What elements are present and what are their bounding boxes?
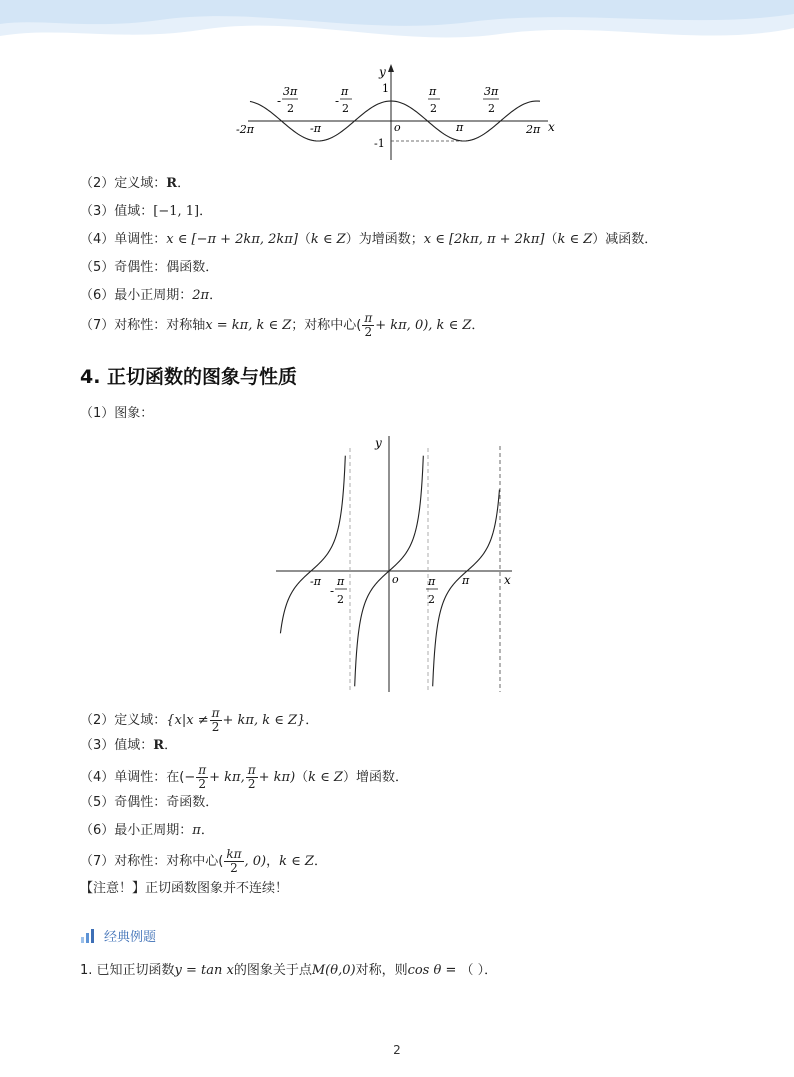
tan-parity: （5）奇偶性：奇函数． bbox=[80, 795, 219, 810]
cos-label-pi-bottom: π bbox=[456, 121, 464, 134]
tan-label-pi: π bbox=[337, 575, 345, 588]
cos-label-neg-2pi: -2π bbox=[236, 123, 254, 136]
tan-label-2: 2 bbox=[337, 593, 344, 606]
cos-label-3pi: 3π bbox=[484, 85, 499, 98]
cos-label-pi: π bbox=[341, 85, 349, 98]
tan-label-pi: π bbox=[428, 575, 436, 588]
tan-range: （3）值域：R． bbox=[80, 738, 178, 753]
tan-graph-label: （1）图象： bbox=[80, 406, 154, 421]
cos-label-2: 2 bbox=[488, 102, 495, 115]
question-1: 1. 已知正切函数y = tan x的图象关于点M(θ,0)对称，则cos θ = （ ）． bbox=[80, 963, 498, 978]
tangent-graph bbox=[270, 432, 520, 694]
section-examples-title: 经典例题 bbox=[104, 930, 157, 945]
header-wave-decoration bbox=[0, 0, 794, 60]
tan-period: （6）最小正周期：π． bbox=[80, 823, 214, 838]
bar-chart-icon bbox=[80, 929, 96, 943]
tan-x-label: x bbox=[504, 573, 511, 587]
cos-monotonicity: （4）单调性：x ∈ [−π + 2kπ, 2kπ]（k ∈ Z）为增函数；x ∈ [2kπ, π + 2kπ]（k ∈ Z）减函数． bbox=[80, 232, 658, 247]
cos-label-2: 2 bbox=[342, 102, 349, 115]
cos-neg-sign: - bbox=[277, 94, 282, 108]
cos-label-one: 1 bbox=[382, 82, 389, 95]
cos-period: （6）最小正周期：2π． bbox=[80, 288, 223, 303]
cos-label-3pi: 3π bbox=[283, 85, 298, 98]
tan-symmetry: （7）对称性：对称中心( $\frac{k\pi}{2}$ , 0)，k ∈ Z． bbox=[80, 847, 327, 875]
cos-origin: o bbox=[394, 121, 401, 134]
cos-domain: （2）定义域：R． bbox=[80, 176, 191, 191]
cosine-graph bbox=[230, 60, 560, 160]
cos-label-pi: π bbox=[429, 85, 437, 98]
cos-label-2: 2 bbox=[287, 102, 294, 115]
cos-symmetry: （7）对称性：对称轴x = kπ, k ∈ Z；对称中心( $\frac{\pi}{2}$ + kπ, 0), k ∈ Z． bbox=[80, 311, 485, 339]
cos-label-neg-pi: -π bbox=[310, 122, 321, 135]
section-heading: 4. 正切函数的图象与性质 bbox=[80, 366, 298, 388]
tan-note: 【注意！】正切函数图象并不连续！ bbox=[80, 881, 289, 896]
tan-neg-sign: - bbox=[330, 584, 335, 598]
cos-label-2pi: 2π bbox=[526, 123, 541, 136]
tan-label-pi-bottom: π bbox=[462, 574, 470, 587]
tan-monotonicity: （4）单调性：在(− $\frac{\pi}{2}$ + kπ, $\frac{\pi}{2}$ + kπ)（k ∈ Z）增函数． bbox=[80, 763, 408, 791]
cos-x-label: x bbox=[548, 120, 555, 134]
tan-origin: o bbox=[392, 573, 399, 586]
cos-y-label: y bbox=[379, 65, 386, 79]
tan-label-neg-pi: -π bbox=[310, 575, 321, 588]
cos-label-neg-one: -1 bbox=[374, 137, 385, 150]
tan-label-2: 2 bbox=[428, 593, 435, 606]
cos-range: （3）值域：[−1, 1]． bbox=[80, 204, 213, 219]
cos-neg-sign: - bbox=[335, 94, 340, 108]
page-number: 2 bbox=[393, 1043, 401, 1057]
cos-parity: （5）奇偶性：偶函数． bbox=[80, 260, 219, 275]
section-examples bbox=[80, 926, 156, 945]
tan-domain: （2）定义域：{x|x ≠ $\frac{\pi}{2}$ + kπ, k ∈ Z}． bbox=[80, 706, 319, 734]
cos-label-2: 2 bbox=[430, 102, 437, 115]
tan-y-label: y bbox=[375, 436, 382, 450]
